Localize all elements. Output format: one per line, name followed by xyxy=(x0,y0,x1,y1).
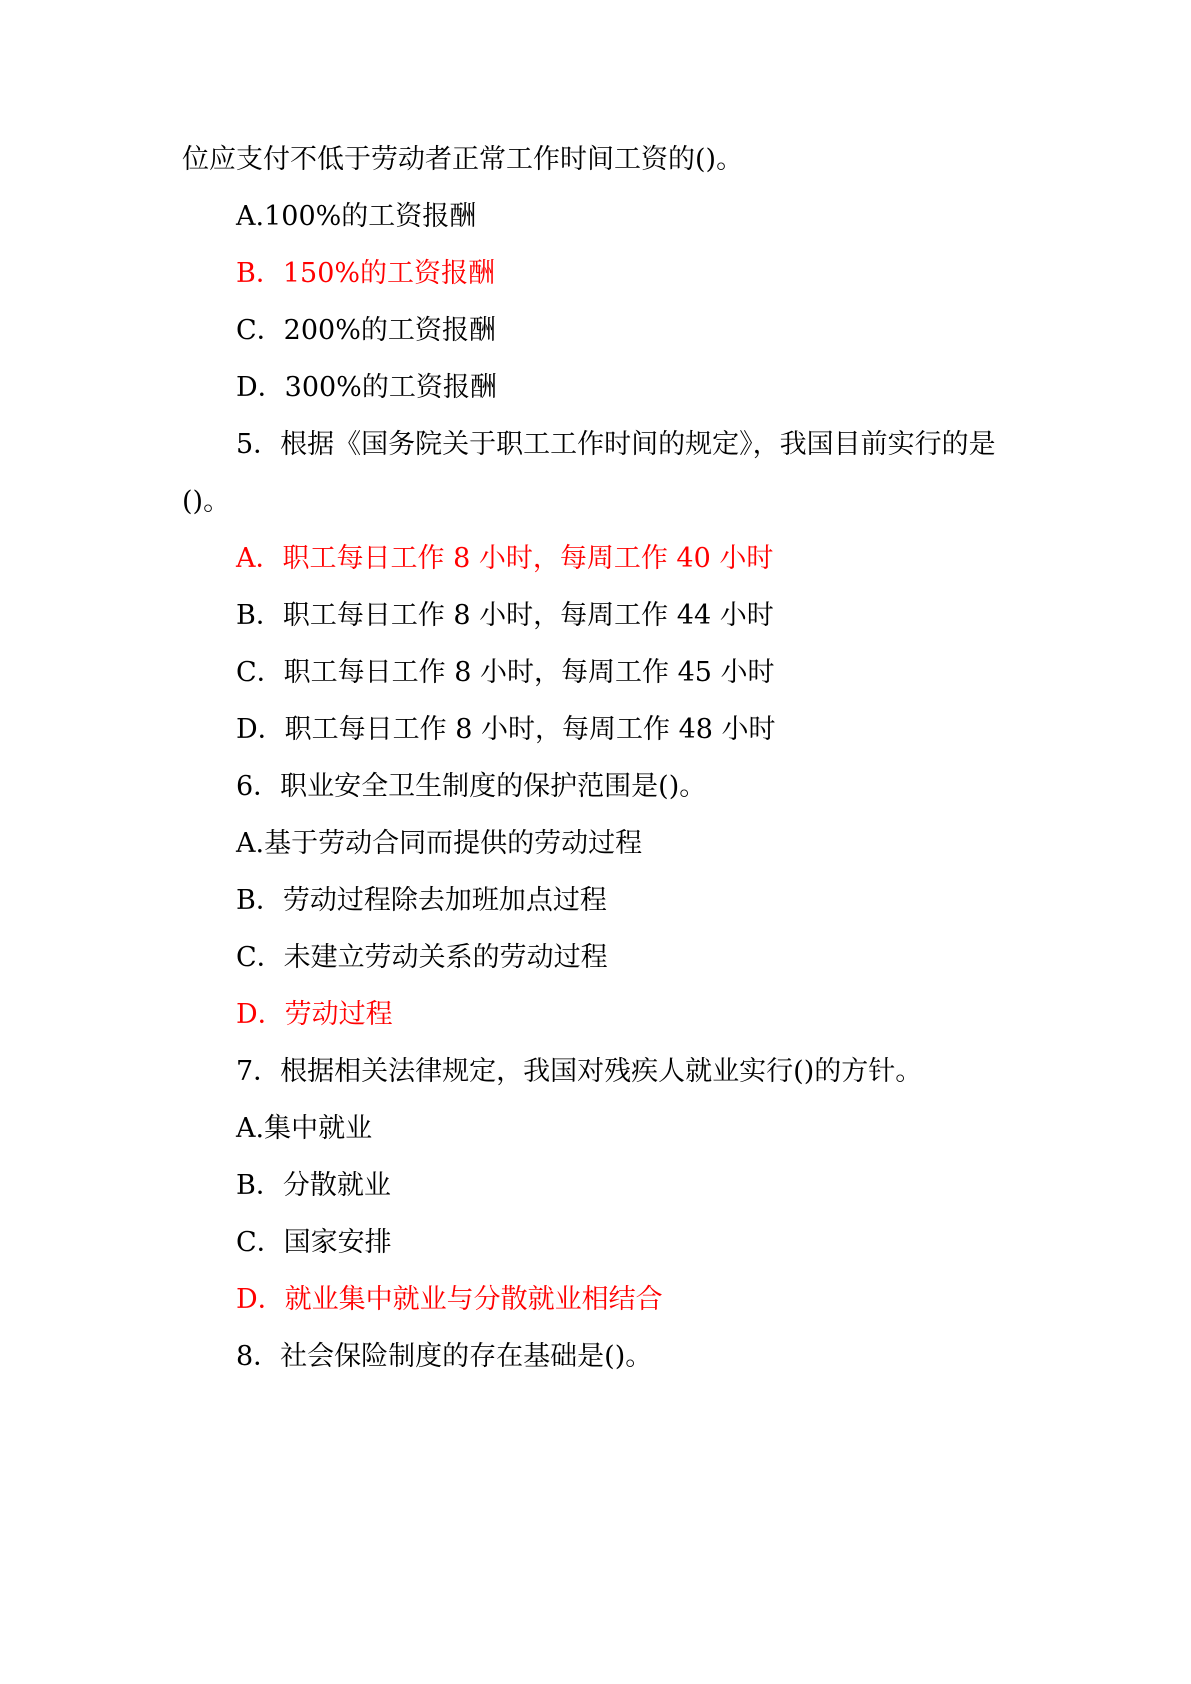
question-6-option-c: C．未建立劳动关系的劳动过程 xyxy=(236,942,608,973)
question-7-option-a: A.集中就业 xyxy=(236,1113,373,1144)
question-6-option-d-correct: D．劳动过程 xyxy=(236,999,393,1030)
question-4-option-b-correct: B．150%的工资报酬 xyxy=(236,258,496,289)
question-5-option-d: D．职工每日工作 8 小时，每周工作 48 小时 xyxy=(236,714,776,745)
question-7-text: 7．根据相关法律规定，我国对残疾人就业实行()的方针。 xyxy=(236,1056,923,1087)
question-7-option-c: C．国家安排 xyxy=(236,1227,392,1258)
question-6-option-b: B．劳动过程除去加班加点过程 xyxy=(236,885,607,916)
question-4-option-d: D．300%的工资报酬 xyxy=(236,372,497,403)
question-5-text: 5．根据《国务院关于职工工作时间的规定》，我国目前实行的是 xyxy=(236,429,996,460)
question-6-option-a: A.基于劳动合同而提供的劳动过程 xyxy=(236,828,643,859)
question-8-text: 8．社会保险制度的存在基础是()。 xyxy=(236,1341,653,1372)
question-5-option-b: B．职工每日工作 8 小时，每周工作 44 小时 xyxy=(236,600,774,631)
question-7-option-d-correct: D．就业集中就业与分散就业相结合 xyxy=(236,1284,663,1315)
question-6-text: 6．职业安全卫生制度的保护范围是()。 xyxy=(236,771,707,802)
question-4-option-a: A.100%的工资报酬 xyxy=(236,201,477,232)
question-4-continued-text: 位应支付不低于劳动者正常工作时间工资的()。 xyxy=(182,144,744,175)
question-5-option-c: C．职工每日工作 8 小时，每周工作 45 小时 xyxy=(236,657,775,688)
question-5-text-continued: ()。 xyxy=(182,486,231,517)
question-7-option-b: B．分散就业 xyxy=(236,1170,391,1201)
question-5-option-a-correct: A．职工每日工作 8 小时，每周工作 40 小时 xyxy=(236,543,774,574)
question-4-option-c: C．200%的工资报酬 xyxy=(236,315,496,346)
